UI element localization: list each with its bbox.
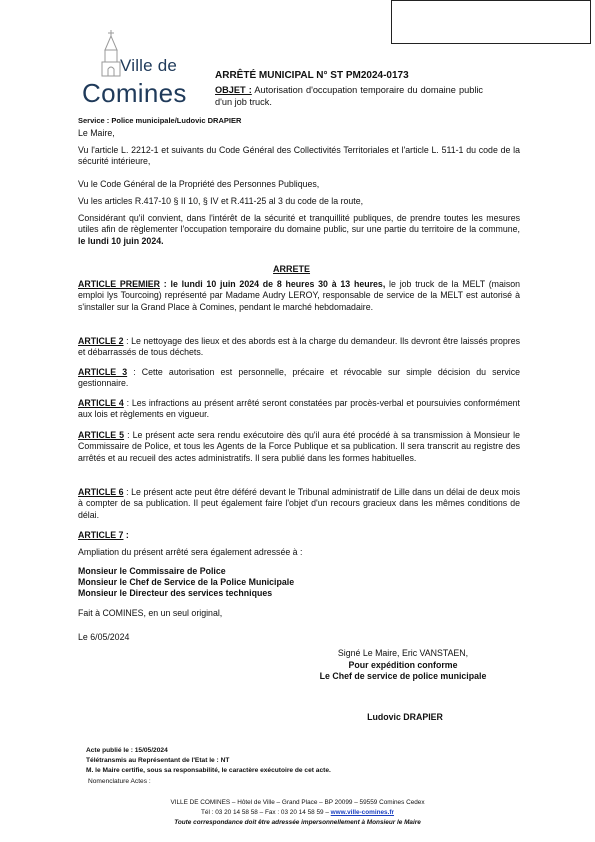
le-maire: Le Maire, — [78, 128, 115, 138]
article-1-date: : le lundi 10 juin 2024 de 8 heures 30 à 13 heures, — [160, 279, 386, 289]
article-1-label: ARTICLE PREMIER — [78, 279, 160, 289]
article-2 — [78, 336, 520, 359]
nomenclature-line: Nomenclature Actes : — [88, 778, 151, 785]
logo-ville-text: Ville de — [120, 56, 178, 75]
article-4-text: : Les infractions au présent arrêté seront constatées par procès-verbal et poursuivies conformément aux lois et règlements en vigueur. — [78, 398, 520, 420]
stamp-box — [391, 0, 591, 44]
considerant-date: le lundi 10 juin 2024. — [78, 235, 164, 246]
signature-name: Ludovic DRAPIER — [367, 712, 443, 722]
objet-label: OBJET : — [215, 85, 252, 95]
footer-contact — [0, 808, 595, 818]
article-5 — [78, 430, 520, 464]
article-6-label: ARTICLE 6 — [78, 487, 124, 497]
vu-paragraph-1: Vu l'article L. 2212-1 et suivants du Code Général des Collectivités Territoriales et l'article L. 511-1 du code de la sécurité intérieure, — [78, 145, 520, 167]
service-line: Service : Police municipale/Ludovic DRAPIER — [78, 116, 242, 125]
considerant-text: Considérant qu'il convient, dans l'intérêt de la sécurité et tranquillité publiques, de prendre toutes les mesures utiles afin de règlementer l'occupation temporaire du domaine public, sur une partie du territoire de la commune, — [78, 213, 520, 235]
objet-text: Autorisation d'occupation temporaire du domaine public d'un job truck. — [215, 85, 483, 107]
page-title: ARRÊTÉ MUNICIPAL N° ST PM2024-0173 — [215, 70, 409, 81]
vu-paragraph-3: Vu les articles R.417-10 § II 10, § IV et R.411-25 al 3 du code de la route, — [78, 196, 364, 206]
article-3 — [78, 367, 520, 390]
recipient-chef-police: Monsieur le Chef de Service de la Police Municipale — [78, 577, 295, 587]
objet-paragraph — [215, 85, 483, 108]
article-5-label: ARTICLE 5 — [78, 430, 125, 440]
article-6-text: : Le présent acte peut être déféré devant le Tribunal administratif de Lille dans un délai de deux mois à compter de sa publication. Il peut également faire l'objet d'un recours gracieux dans les mêmes conditions de délai. — [78, 487, 520, 520]
signature-maire: Signé Le Maire, Eric VANSTAEN, — [337, 648, 469, 658]
article-3-label: ARTICLE 3 — [78, 367, 128, 377]
arrete-heading: ARRETE — [273, 264, 311, 274]
acte-publie: Acte publié le : 15/05/2024 — [86, 747, 168, 754]
certifie-line: M. le Maire certifie, sous sa responsabilité, le caractère exécutoire de cet acte. — [86, 767, 331, 774]
article-7-text: : — [123, 530, 129, 540]
article-5-text: : Le présent acte sera rendu exécutoire dès qu'il aura été procédé à sa transmission à Monsieur le Commissaire de Police, et tous les Agents de la Force Publique et sa publication. Il sera transcrit au registre des arrêtés et au recueil des actes administratifs. Il sera publié dans les formes habituelles. — [78, 430, 520, 463]
city-logo — [82, 28, 202, 108]
article-7-label: ARTICLE 7 — [78, 530, 124, 540]
date-line: Le 6/05/2024 — [78, 632, 130, 642]
article-premier — [78, 279, 520, 313]
vu-paragraph-2: Vu le Code Général de la Propriété des Personnes Publiques, — [78, 179, 320, 189]
signature-expedition: Pour expédition conforme — [348, 660, 458, 670]
article-7 — [78, 530, 520, 541]
footer-tel: Tél : 03 20 14 58 58 – Fax : 03 20 14 58 59 – — [200, 809, 331, 816]
article-3-text: : Cette autorisation est personnelle, précaire et révocable sur simple décision du service gestionnaire. — [78, 367, 520, 389]
ampliation-intro: Ampliation du présent arrêté sera également adressée à : — [78, 547, 303, 557]
article-1-text: le job truck de la MELT (maison emploi lys Tourcoing) représenté par Madame Audry LEROY, responsable de service de la MELT est autorisé à s'installer sur la Grand Place à Comines, pendant le marché hebdomadaire. — [78, 279, 520, 312]
recipient-commissaire: Monsieur le Commissaire de Police — [78, 566, 226, 576]
article-2-text: : Le nettoyage des lieux et des abords est à la charge du demandeur. Ils devront être laissés propres et débarrassés de tous déchets. — [78, 336, 520, 358]
signature-chef-service: Le Chef de service de police municipale — [319, 671, 487, 681]
recipient-directeur: Monsieur le Directeur des services techniques — [78, 588, 273, 598]
article-4-label: ARTICLE 4 — [78, 398, 124, 408]
fait-a-comines: Fait à COMINES, en un seul original, — [78, 608, 223, 618]
website-link[interactable]: www.ville-comines.fr — [330, 809, 395, 816]
considerant-paragraph — [78, 213, 520, 247]
footer-notice: Toute correspondance doit être adressée impersonnellement à Monsieur le Maire — [174, 819, 421, 826]
article-6 — [78, 487, 520, 521]
footer-address: VILLE DE COMINES – Hôtel de Ville – Grand Place – BP 20099 – 59559 Comines Cedex — [170, 799, 425, 806]
article-2-label: ARTICLE 2 — [78, 336, 124, 346]
logo-comines-text: Comines — [82, 78, 187, 108]
article-4 — [78, 398, 520, 421]
teletransmis: Télétransmis au Représentant de l'Etat le : NT — [86, 757, 230, 764]
